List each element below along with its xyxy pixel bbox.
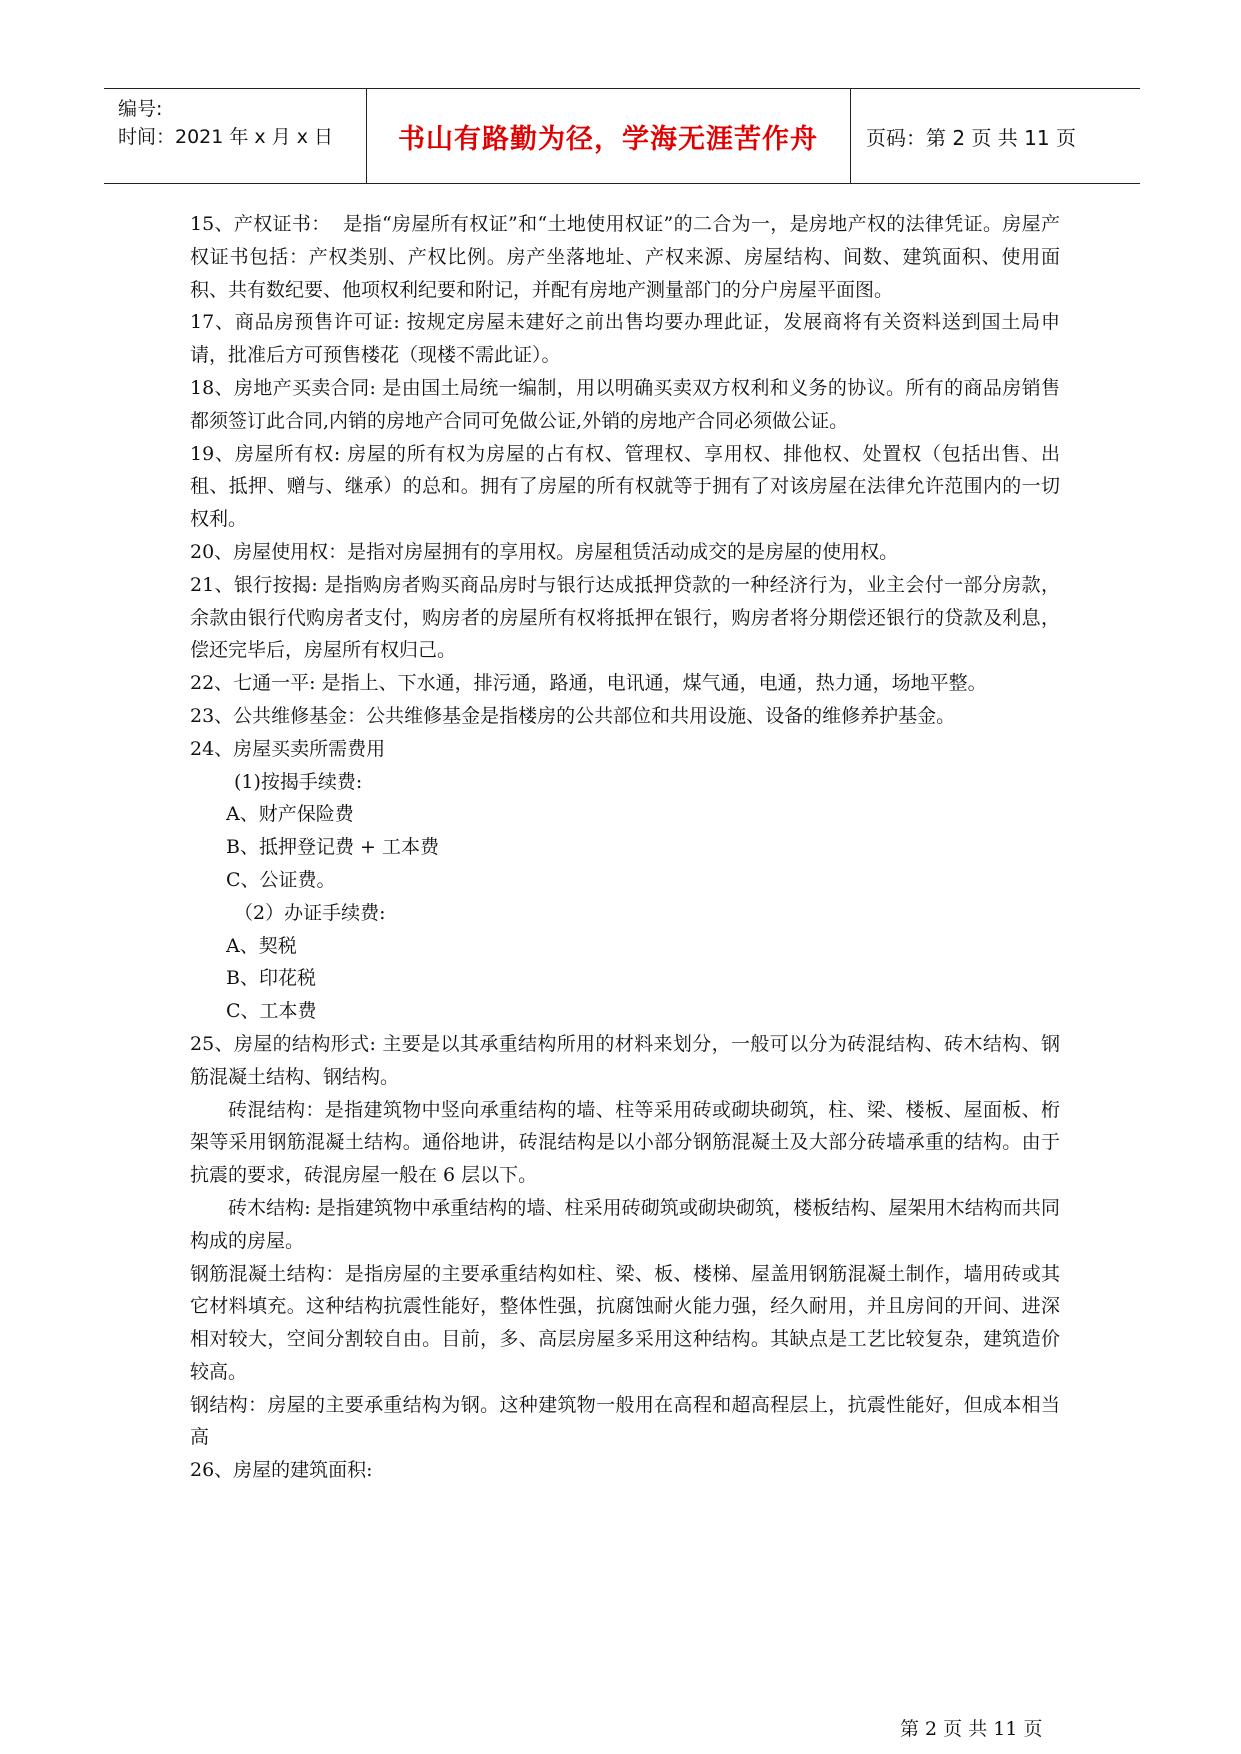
body-paragraph: （2）办证手续费: xyxy=(234,901,386,924)
body-paragraph: A、财产保险费 xyxy=(226,803,354,826)
document-number-label: 编号: xyxy=(118,98,163,120)
body-paragraph: 18、房地产买卖合同: 是由国土局统一编制，用以明确买卖双方权利和义务的协议。所有的商品房销售都须签订此合同,内销的房地产合同可免做公证,外销的房地产合同必须做公证。 xyxy=(190,376,1060,432)
body-paragraph: 20、房屋使用权：是指对房屋拥有的享用权。房屋租赁活动成交的是房屋的使用权。 xyxy=(190,540,899,563)
body-paragraph: (1)按揭手续费: xyxy=(234,770,363,793)
document-body xyxy=(190,208,1060,1487)
document-header xyxy=(104,88,1140,184)
body-paragraph: 钢结构：房屋的主要承重结构为钢。这种建筑物一般用在高程和超高程层上，抗震性能好，但成本相当高 xyxy=(190,1393,1060,1449)
body-paragraph: 砖混结构：是指建筑物中竖向承重结构的墙、柱等采用砖或砌块砌筑，柱、梁、楼板、屋面板、桁架等采用钢筋混凝土结构。通俗地讲，砖混结构是以小部分钢筋混凝土及大部分砖墙承重的结构。由于抗震的要求，砖混房屋一般在 6 层以下。 xyxy=(190,1098,1060,1187)
body-paragraph: 26、房屋的建筑面积: xyxy=(190,1459,373,1482)
header-page-code: 页码：第 2 页 共 11 页 xyxy=(866,125,1076,150)
body-paragraph: A、契税 xyxy=(226,934,297,957)
body-paragraph: 钢筋混凝土结构：是指房屋的主要承重结构如柱、梁、板、楼梯、屋盖用钢筋混凝土制作，墙用砖或其它材料填充。这种结构抗震性能好，整体性强，抗腐蚀耐火能力强，经久耐用，并且房间的开间、进深相对较大，空间分割较自由。目前，多、高层房屋多采用这种结构。其缺点是工艺比较复杂，建筑造价较高。 xyxy=(190,1262,1060,1383)
body-paragraph: 19、房屋所有权: 房屋的所有权为房屋的占有权、管理权、享用权、排他权、处置权（包括出售、出租、抵押、赠与、继承）的总和。拥有了房屋的所有权就等于拥有了对该房屋在法律允许范围内的一切权利。 xyxy=(190,442,1060,531)
body-paragraph: 24、房屋买卖所需费用 xyxy=(190,737,386,760)
body-paragraph: C、工本费 xyxy=(226,1000,317,1023)
page-footer: 第 2 页 共 11 页 xyxy=(900,1718,1043,1740)
body-paragraph: 23、公共维修基金：公共维修基金是指楼房的公共部位和共用设施、设备的维修养护基金。 xyxy=(190,704,956,727)
body-paragraph: C、公证费。 xyxy=(226,868,336,891)
header-meta xyxy=(118,95,333,151)
document-time: 时间：2021 年 x 月 x 日 xyxy=(118,126,334,148)
body-paragraph: 21、银行按揭: 是指购房者购买商品房时与银行达成抵押贷款的一种经济行为，业主会付一部分房款，余款由银行代购房者支付，购房者的房屋所有权将抵押在银行，购房者将分期偿还银行的贷款及利息，偿还完毕后，房屋所有权归己。 xyxy=(190,573,1060,662)
body-paragraph: 17、商品房预售许可证: 按规定房屋未建好之前出售均要办理此证，发展商将有关资料送到国土局申请，批准后方可预售楼花（现楼不需此证）。 xyxy=(190,311,1060,367)
body-paragraph: 22、七通一平: 是指上、下水通，排污通，路通，电讯通，煤气通，电通，热力通，场地平整。 xyxy=(190,672,987,695)
header-motto: 书山有路勤为径，学海无涯苦作舟 xyxy=(398,123,818,155)
body-paragraph: 15、产权证书： 是指“房屋所有权证”和“土地使用权证”的二合为一，是房地产权的法律凭证。房屋产权证书包括：产权类别、产权比例。房产坐落地址、产权来源、房屋结构、间数、建筑面积、使用面积、共有数纪要、他项权利纪要和附记，并配有房地产测量部门的分户房屋平面图。 xyxy=(190,213,1060,301)
body-paragraph: 25、房屋的结构形式: 主要是以其承重结构所用的材料来划分，一般可以分为砖混结构、砖木结构、钢筋混凝土结构、钢结构。 xyxy=(190,1032,1060,1088)
body-paragraph: B、印花税 xyxy=(226,967,316,990)
body-paragraph: B、抵押登记费 + 工本费 xyxy=(226,836,439,859)
body-paragraph: 砖木结构: 是指建筑物中承重结构的墙、柱采用砖砌筑或砌块砌筑，楼板结构、屋架用木结构而共同构成的房屋。 xyxy=(190,1196,1060,1252)
